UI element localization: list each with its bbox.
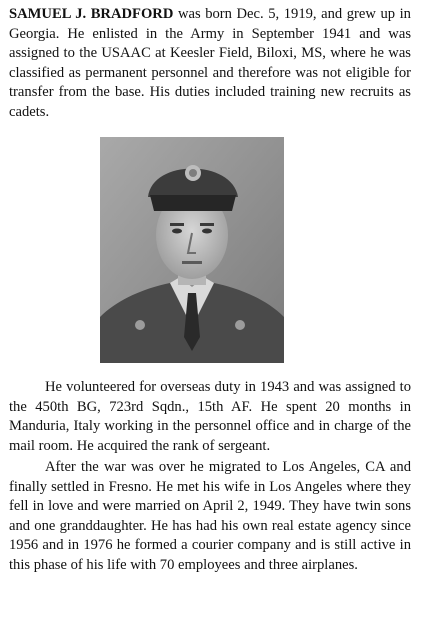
intro-text: was born Dec. 5, 1919, and grew up in Georgia. He enlisted in the Army in September 1941 and was assigned to the USAAC at Keesler Field, Biloxi, MS, where he was classified as permanent personnel and therefore was not eligible for transfer from the base. His duties included training new recruits as cadets. bbox=[9, 6, 411, 120]
portrait-photo bbox=[100, 137, 284, 363]
postwar-paragraph: After the war was over he migrated to Los Angeles, CA and finally settled in Fresno. He met his wife in Los Angeles where they fell in love and were married on April 2, 1949. They have twin sons and one granddaughter. He has had his own real estate agency since 1956 and in 1976 he formed a courier company and is still active in this phase of his life with 70 employees and three airplanes. bbox=[9, 459, 411, 573]
subject-name: SAMUEL J. BRADFORD bbox=[9, 6, 174, 22]
portrait-photo-icon bbox=[100, 137, 284, 363]
service-paragraph: He volunteered for overseas duty in 1943 and was assigned to the 450th BG, 723rd Sqdn., 15th AF. He spent 20 months in Manduria, Italy working in the personnel office and in charge of the mail room. He acquired the rank of sergeant. bbox=[9, 379, 411, 454]
intro-paragraph bbox=[9, 5, 411, 123]
